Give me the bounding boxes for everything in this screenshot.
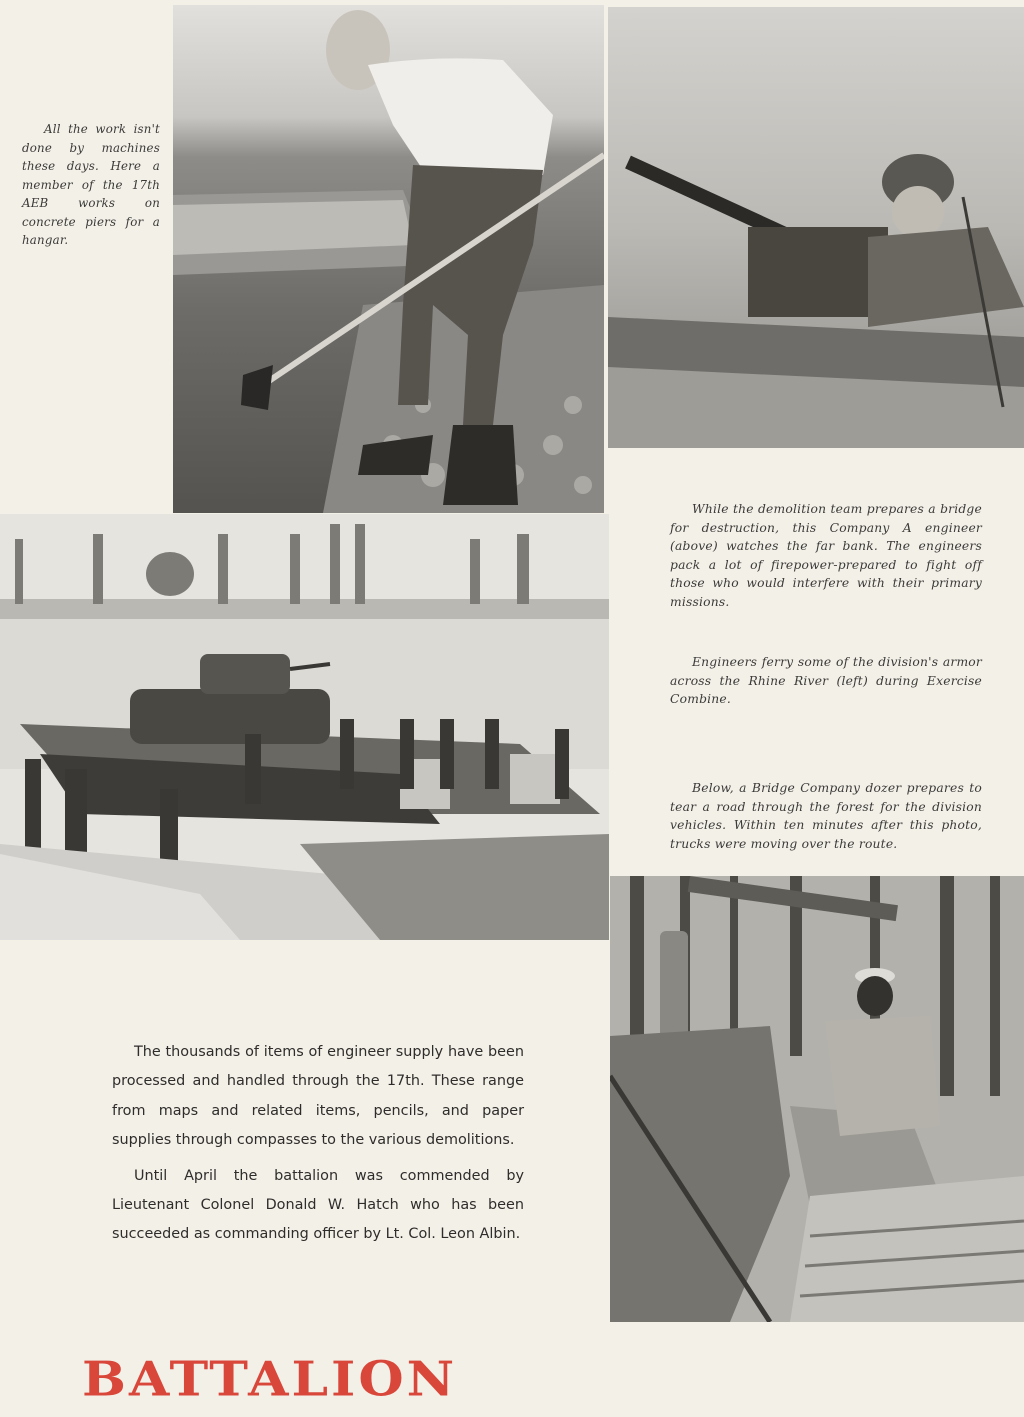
caption-dozer-photo	[670, 779, 982, 853]
headline: BATTALION	[82, 1351, 458, 1408]
caption-text: All the work isn't done by machines these days. Here a member of the 17th AEB works on concrete piers for a hangar.	[22, 122, 160, 247]
photo-tank-ferry	[0, 514, 609, 940]
body-text	[112, 1038, 524, 1256]
photo-bulldozer	[610, 876, 1024, 1322]
body-paragraph: Until April the battalion was commended by Lieutenant Colonel Donald W. Hatch who has been succeeded as commanding officer by Lt. Col. Leon Albin.	[112, 1167, 524, 1243]
caption-text: While the demolition team prepares a bridge for destruction, this Company A engineer (above) watches the far bank. The engineers pack a lot of firepower-prepared to fight off those who would interfere with their primary missions.	[670, 502, 982, 609]
caption-shovel-photo	[22, 120, 160, 250]
caption-gunner-photo	[670, 500, 982, 611]
caption-text: Below, a Bridge Company dozer prepares to tear a road through the forest for the division vehicles. Within ten minutes after this photo, trucks were moving over the route.	[670, 781, 982, 851]
photo-soldier-shoveling	[173, 5, 604, 513]
body-paragraph: The thousands of items of engineer supply have been processed and handled through the 17th. These range from maps and related items, pencils, and paper supplies through compasses to the various demolitions.	[112, 1044, 524, 1149]
photo-machine-gunner	[608, 7, 1024, 448]
caption-text: Engineers ferry some of the division's armor across the Rhine River (left) during Exercise Combine.	[670, 655, 982, 706]
caption-ferry-photo	[670, 653, 982, 709]
